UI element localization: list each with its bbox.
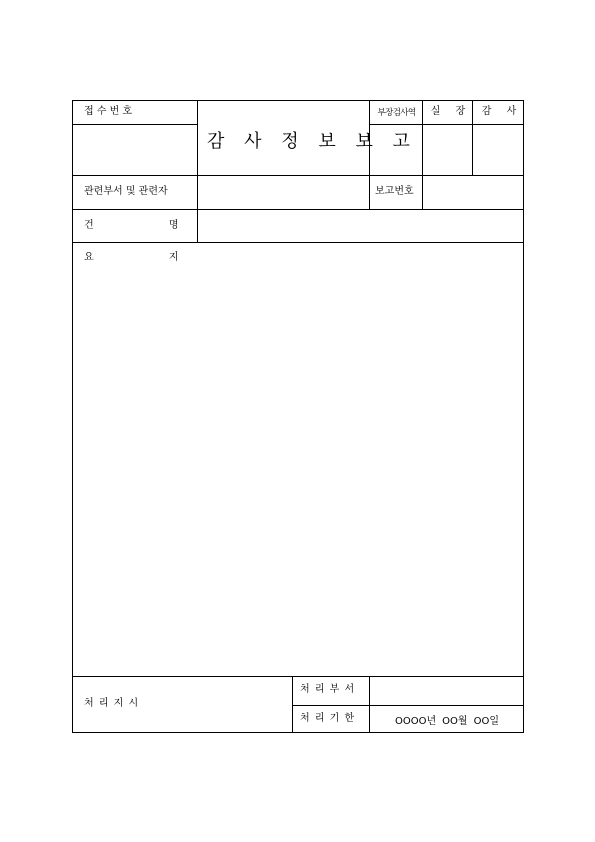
rule-approval-1: [422, 100, 423, 209]
report-number-label: 보고번호: [375, 186, 414, 197]
receipt-number-text: 접 수 번 호: [84, 106, 133, 117]
receipt-number-label: [84, 106, 186, 118]
rule-title-right: [369, 100, 370, 209]
rule-approval-divider: [369, 124, 524, 125]
approval-col2-label: 실 장: [430, 106, 466, 117]
subject-label: 건 명: [84, 220, 179, 231]
related-dept-label: 관련부서 및 관련자: [84, 186, 168, 197]
rule-related-bottom: [72, 209, 524, 210]
rule-receipt-divider: [72, 124, 198, 125]
rule-receipt-right: [197, 100, 198, 243]
rule-header-bottom: [72, 175, 524, 176]
deadline-year: OOOO년: [395, 715, 437, 727]
report-title: 감 사 정 보 보 고: [207, 131, 417, 152]
rule-top: [72, 100, 524, 101]
rule-subject-bottom: [72, 242, 524, 243]
instruction-label: 처 리 지 시: [84, 698, 140, 709]
deadline-value: [373, 711, 521, 727]
rule-summary-bottom: [72, 676, 524, 677]
rule-left: [72, 100, 73, 733]
summary-label: 요 지: [84, 252, 179, 263]
rule-approval-2: [472, 100, 473, 175]
approval-col3-label: 감 사: [481, 106, 517, 117]
handling-dept-label: 처 리 부 서: [300, 684, 356, 695]
deadline-label: 처 리 기 한: [300, 713, 356, 724]
rule-right: [523, 100, 524, 733]
rule-bottom: [72, 732, 524, 733]
approval-col1-label: 부장검사역: [377, 108, 416, 118]
deadline-month: OO월: [442, 715, 468, 727]
deadline-day: OO일: [473, 715, 499, 727]
rule-handling-divider: [292, 705, 524, 706]
